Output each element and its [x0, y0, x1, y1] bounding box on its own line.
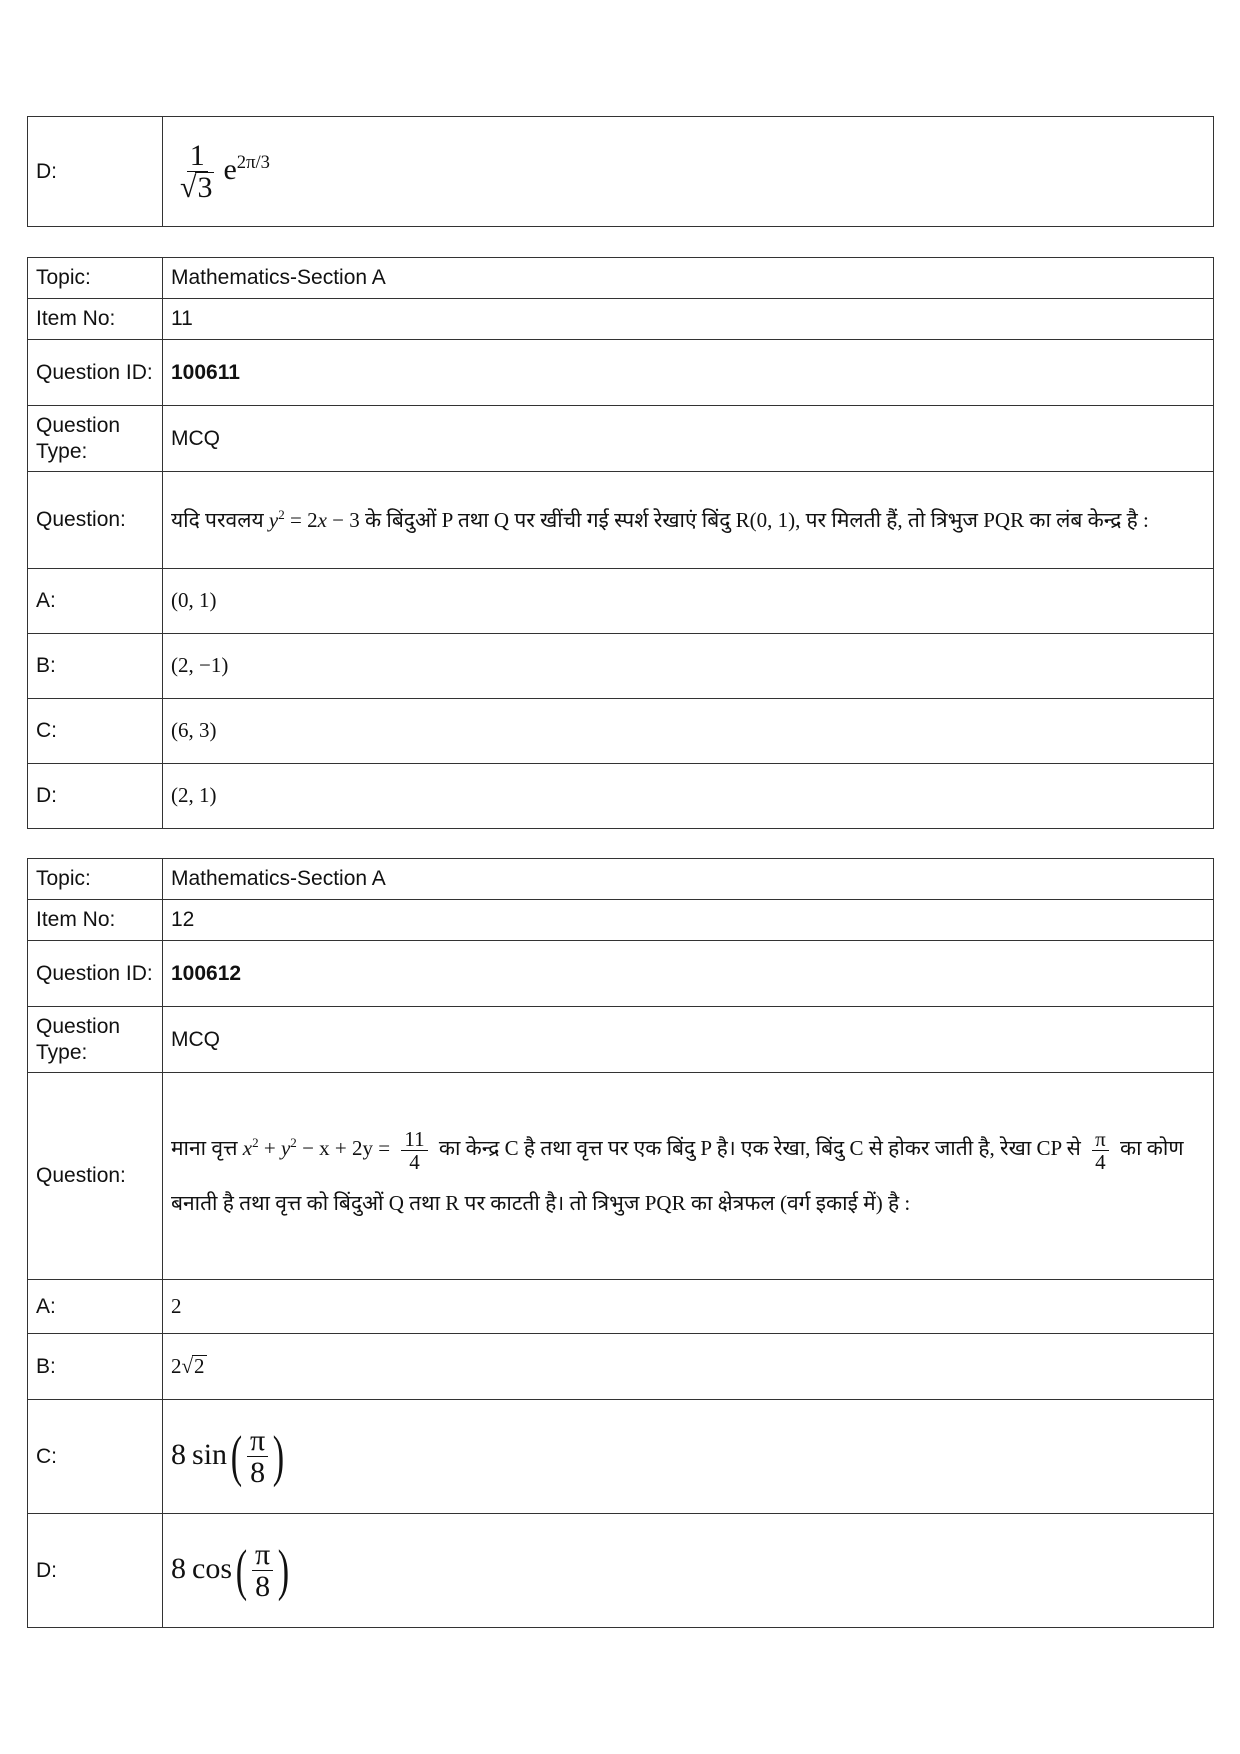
question-type-row — [28, 1007, 1214, 1073]
option-label: B: — [28, 1334, 163, 1400]
option-value: (0, 1) — [163, 569, 1214, 634]
topic-row — [28, 859, 1214, 900]
option-row-d — [28, 764, 1214, 829]
option-value: 2√2 — [163, 1334, 1214, 1400]
topic-row — [28, 258, 1214, 299]
question-row — [28, 472, 1214, 569]
option-row-a — [28, 569, 1214, 634]
option-label: D: — [28, 764, 163, 829]
option-label: A: — [28, 569, 163, 634]
topic-label: Topic: — [28, 258, 163, 299]
fraction: $\frac{\pi}{8}$ — [252, 1539, 273, 1603]
fraction: $\frac{\pi}{8}$ — [247, 1425, 268, 1489]
question-id-label: Question ID: — [28, 340, 163, 406]
option-value: (6, 3) — [163, 699, 1214, 764]
topic-value: Mathematics-Section A — [163, 258, 1214, 299]
question-id-value: 100612 — [163, 941, 1214, 1007]
question-id-row — [28, 340, 1214, 406]
question-id-row — [28, 941, 1214, 1007]
option-row-c — [28, 1400, 1214, 1514]
option-label: B: — [28, 634, 163, 699]
question-label: Question: — [28, 1073, 163, 1280]
option-value: 8 sin( $\frac{\pi}{8}$ ) — [163, 1400, 1214, 1514]
fraction: $\frac{1}{√3}$ — [180, 138, 213, 204]
option-label: D: — [28, 1514, 163, 1628]
question-type-value: MCQ — [163, 1007, 1214, 1073]
question-text: माना वृत्त $x^2 + y^2 - x + 2y$ = $\frac{11}{4}$ का केन्द्र C है तथा वृत्त पर एक बिंदु P है। एक रेखा, बिंदु C से होकर जाती है, रेखा CP से $\frac{\pi}{4}$ का कोण बनाती है तथा वृत्त को बिंदुओं Q तथा R पर काटती है। तो त्रिभुज PQR का क्षेत्रफल (वर्ग इकाई में) है : — [163, 1073, 1214, 1280]
option-label: D: — [28, 117, 163, 227]
option-value: (2, −1) — [163, 634, 1214, 699]
question-text: यदि परवलय $y^2 = 2x - 3$ के बिंदुओं P तथा Q पर खींची गई स्पर्श रेखाएं बिंदु R(0, 1), पर मिलती हैं, तो त्रिभुज PQR का लंब केन्द्र है : — [163, 472, 1214, 569]
question-11-table — [27, 257, 1214, 829]
option-row-d — [28, 1514, 1214, 1628]
option-value: 8 cos( $\frac{\pi}{8}$ ) — [163, 1514, 1214, 1628]
item-no-label: Item No: — [28, 299, 163, 340]
question-label: Question: — [28, 472, 163, 569]
item-no-row — [28, 900, 1214, 941]
topic-label: Topic: — [28, 859, 163, 900]
item-no-value: 11 — [163, 299, 1214, 340]
option-value: 2 — [163, 1280, 1214, 1334]
option-row-d — [28, 117, 1214, 227]
option-row-a — [28, 1280, 1214, 1334]
question-type-value: MCQ — [163, 406, 1214, 472]
topic-value: Mathematics-Section A — [163, 859, 1214, 900]
question-type-label: Question Type: — [28, 406, 163, 472]
question-id-label: Question ID: — [28, 941, 163, 1007]
item-no-value: 12 — [163, 900, 1214, 941]
option-label: A: — [28, 1280, 163, 1334]
question-id-value: 100611 — [163, 340, 1214, 406]
question-type-row — [28, 406, 1214, 472]
item-no-label: Item No: — [28, 900, 163, 941]
option-row-b — [28, 1334, 1214, 1400]
option-row-b — [28, 634, 1214, 699]
question-row — [28, 1073, 1214, 1280]
fraction: $\frac{\pi}{4}$ — [1092, 1128, 1109, 1173]
option-label: C: — [28, 699, 163, 764]
question-12-table — [27, 858, 1214, 1628]
question-type-label: Question Type: — [28, 1007, 163, 1073]
prev-question-table — [27, 116, 1214, 227]
option-value: (2, 1) — [163, 764, 1214, 829]
fraction: $\frac{11}{4}$ — [401, 1128, 427, 1173]
option-row-c — [28, 699, 1214, 764]
option-value: $\frac{1}{√3}$ $e^{2\pi/3}$ — [163, 117, 1214, 227]
option-label: C: — [28, 1400, 163, 1514]
item-no-row — [28, 299, 1214, 340]
